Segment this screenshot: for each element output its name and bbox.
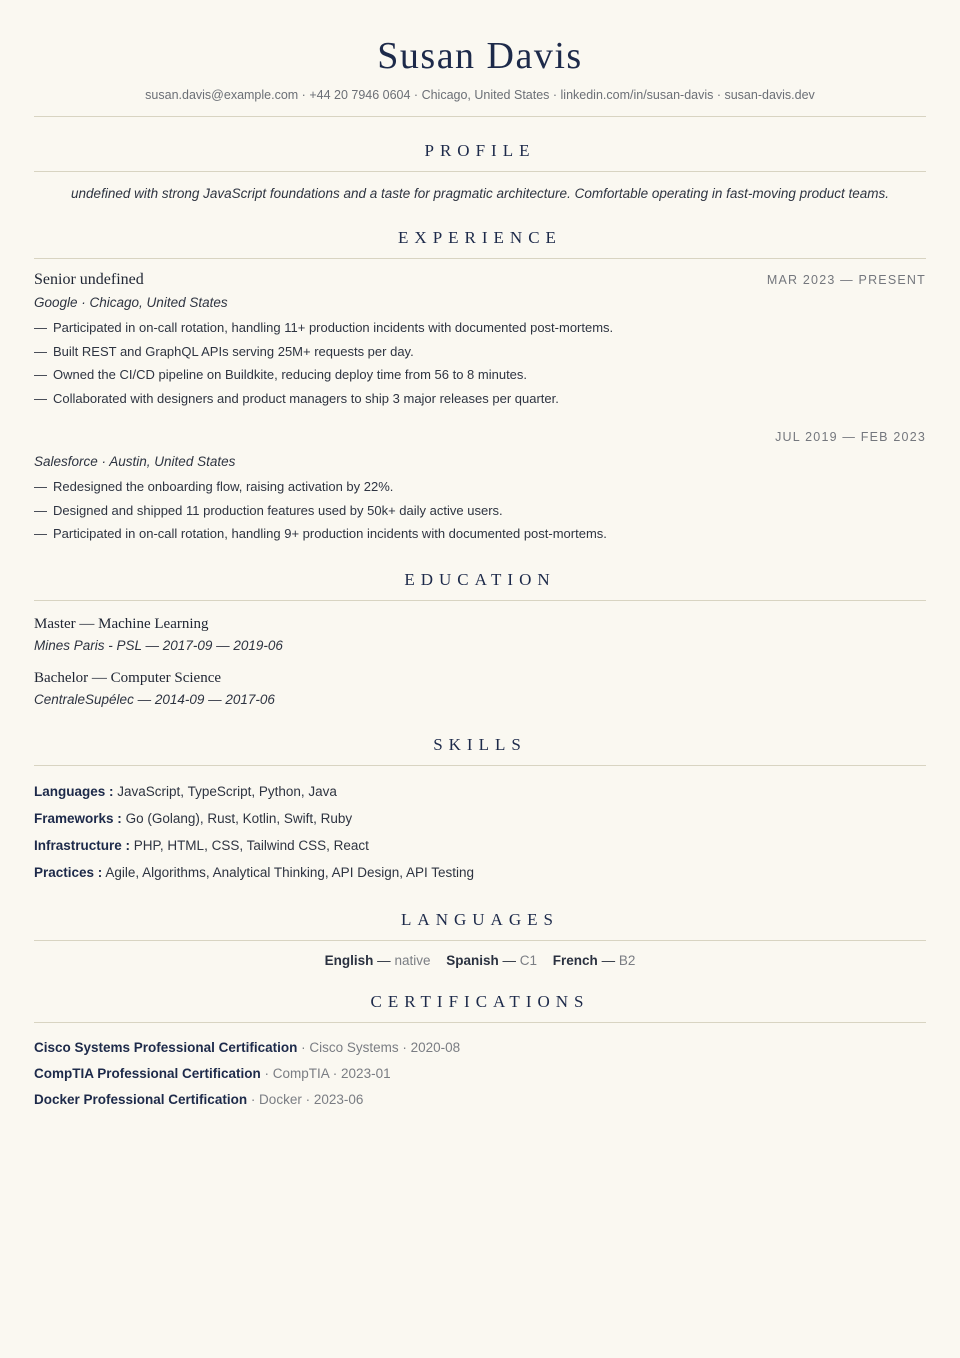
job-entry (34, 430, 926, 546)
certification-item: CompTIA Professional Certification · CompTIA · 2023-01 (34, 1065, 391, 1081)
bullet-item: — Collaborated with designers and product managers to ship 3 major releases per quarter. (34, 390, 559, 406)
education-section (34, 570, 926, 711)
dash-icon: — (34, 367, 47, 382)
skill-row (34, 778, 926, 805)
contact-line: susan.davis@example.com · +44 20 7946 0604 · Chicago, United States · linkedin.com/in/susan-davis · susan-davis.dev (145, 88, 815, 102)
job-entry (34, 271, 926, 410)
section-title-languages: LANGUAGES (401, 909, 559, 929)
divider (34, 116, 926, 117)
section-title-profile: PROFILE (424, 141, 536, 160)
dash-icon: — (34, 343, 47, 359)
divider (34, 765, 926, 766)
education-entry (34, 613, 926, 657)
edu-degree: Master — Machine Learning (34, 615, 209, 632)
job-org: Salesforce · Austin, United States (34, 454, 236, 469)
divider (34, 600, 926, 601)
skill-label: Frameworks : (34, 810, 122, 826)
bullet-item: — Designed and shipped 11 production features used by 50k+ daily active users. (34, 502, 503, 518)
bullet-item: — Participated in on-call rotation, handling 9+ production incidents with documented post-mortems. (34, 526, 607, 541)
dash-icon: — (34, 526, 47, 541)
dash-icon: — (34, 320, 47, 335)
section-title-education: EDUCATION (404, 569, 556, 589)
skill-values: JavaScript, TypeScript, Python, Java (117, 783, 337, 799)
divider (34, 258, 926, 259)
skill-values: PHP, HTML, CSS, Tailwind CSS, React (133, 837, 369, 853)
section-title-skills: SKILLS (433, 734, 527, 754)
language-item: Spanish — C1 (446, 952, 538, 968)
section-title-certifications: CERTIFICATIONS (370, 991, 590, 1011)
skill-row (34, 805, 926, 832)
skill-row (34, 832, 926, 859)
certification-item: Cisco Systems Professional Certification · Cisco Systems · 2020-08 (34, 1039, 461, 1055)
bullet-item: — Built REST and GraphQL APIs serving 25M+ requests per day. (34, 343, 414, 359)
section-title-experience: EXPERIENCE (398, 228, 562, 247)
job-bullets (34, 316, 926, 410)
education-entry (34, 667, 926, 711)
experience-section (34, 228, 926, 546)
edu-degree: Bachelor — Computer Science (34, 669, 222, 686)
candidate-name: Susan Davis (377, 35, 583, 77)
dash-icon: — (34, 502, 47, 518)
job-dates: JUL 2019 — FEB 2023 (775, 430, 926, 444)
resume-header (34, 34, 926, 117)
edu-meta: Mines Paris - PSL — 2017-09 — 2019-06 (34, 637, 283, 653)
bullet-item: — Participated in on-call rotation, handling 11+ production incidents with documented post-mortems. (34, 320, 614, 335)
dash-icon: — (34, 390, 47, 406)
bullet-item: — Redesigned the onboarding flow, raising activation by 22%. (34, 479, 394, 494)
job-dates: MAR 2023 — PRESENT (766, 273, 926, 287)
divider (34, 1022, 926, 1023)
profile-summary: undefined with strong JavaScript foundations and a taste for pragmatic architecture. Comfortable operating in fast-moving product teams. (71, 186, 889, 201)
job-org: Google · Chicago, United States (34, 295, 228, 310)
skill-label: Languages : (34, 783, 114, 799)
language-item: French — B2 (552, 952, 636, 968)
edu-meta: CentraleSupélec — 2014-09 — 2017-06 (34, 691, 275, 707)
job-title: Senior undefined (34, 271, 144, 288)
languages-section (34, 910, 926, 968)
job-bullets (34, 475, 926, 546)
skill-row (34, 859, 926, 886)
skills-section (34, 735, 926, 886)
skill-label: Infrastructure : (34, 837, 131, 853)
certifications-section (34, 992, 926, 1113)
certification-item: Docker Professional Certification · Docker · 2023-06 (34, 1091, 364, 1107)
divider (34, 171, 926, 172)
dash-icon: — (34, 479, 47, 494)
languages-list (34, 953, 926, 968)
divider (34, 940, 926, 941)
profile-section (34, 141, 926, 204)
skill-values: Agile, Algorithms, Analytical Thinking, API Design, API Testing (105, 864, 475, 880)
language-item: English — native (324, 952, 431, 968)
skill-values: Go (Golang), Rust, Kotlin, Swift, Ruby (125, 810, 353, 826)
bullet-item: — Owned the CI/CD pipeline on Buildkite, reducing deploy time from 56 to 8 minutes. (34, 367, 528, 382)
skill-label: Practices : (34, 864, 103, 880)
